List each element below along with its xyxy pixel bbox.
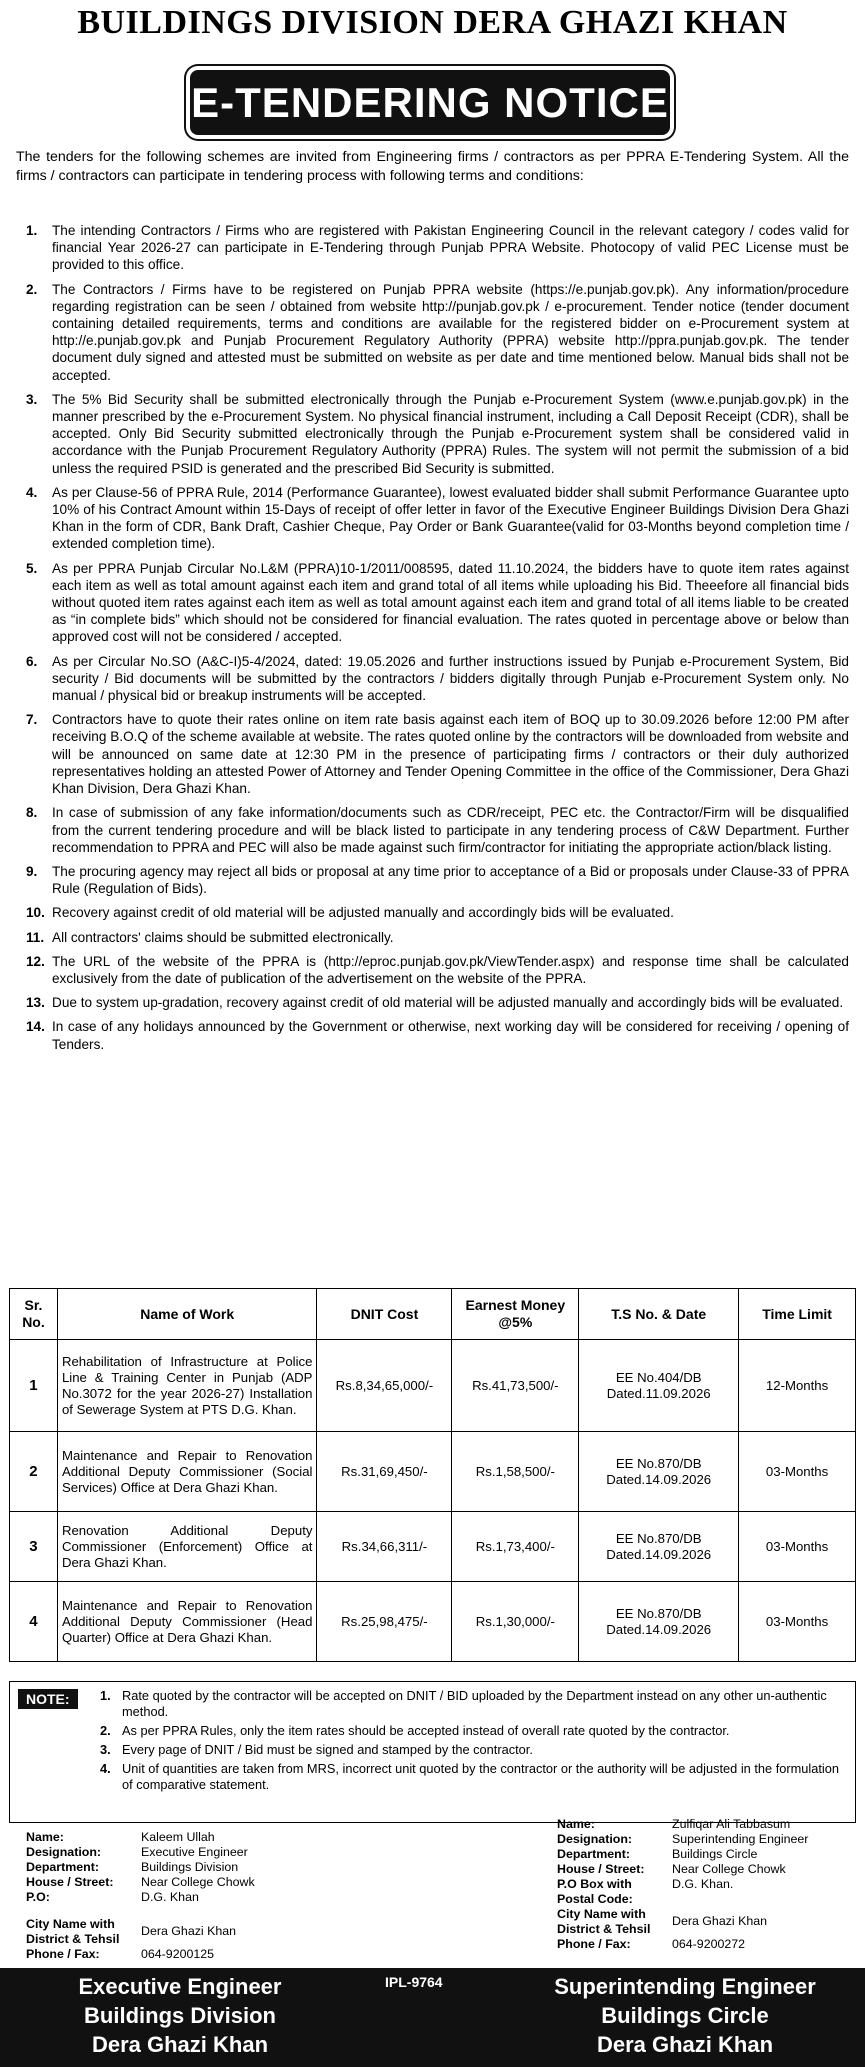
note-number: 1.	[100, 1688, 111, 1703]
term-text: The procuring agency may reject all bids or proposal at any time prior to acceptance of a Bid or proposals under Clause-33 of PPRA Rule (Regulation of Bids).	[52, 863, 849, 897]
cell-limit: 12-Months	[739, 1340, 856, 1432]
cell-ts: EE No.404/DB Dated.11.09.2026	[579, 1340, 739, 1432]
table-row	[10, 1512, 856, 1582]
note-item	[100, 1688, 840, 1720]
term-item	[16, 804, 849, 856]
contact-value: Near College Chowk	[672, 1862, 786, 1876]
term-text: Recovery against credit of old material will be adjusted manually and accordingly bids will be evaluated.	[52, 905, 674, 921]
footer-left-signatory	[60, 1972, 300, 2059]
term-text: The Contractors / Firms have to be registered on Punjab PPRA website (https://e.punjab.gov.pk). Any information/procedure regarding registration can be seen / obtained from website http://punjab.gov.pk / e-procurement. Tender notice (tender document containing detailed requirements, terms and conditions are available for the registered bidder on e-Procurement system at http://e.punjab.gov.pk and Punjab Procurement Regulatory Authority (PPRA) website http://ppra.punjab.gov.pk. The tender document duly signed and attested must be submitted on website as per date and time mentioned below. Manual bids shall not be accepted.	[52, 281, 849, 383]
contact-row	[557, 1862, 857, 1877]
term-item	[16, 560, 849, 646]
cell-ts: EE No.870/DB Dated.14.09.2026	[579, 1512, 739, 1582]
term-text: In case of submission of any fake information/documents such as CDR/receipt, PEC etc. the Contractor/Firm will be disqualified from the current tendering procedure and will be black listed to participate in any tendering process of C&W Department. Further recommendation to PPRA and PEC will also be made against such firm/contractor for initiating the appropriate action/black listing.	[52, 805, 849, 855]
term-number: 12.	[26, 953, 45, 969]
contact-key: Phone / Fax:	[26, 1947, 100, 1961]
term-text: As per PPRA Punjab Circular No.L&M (PPRA)10-1/2011/008595, dated 11.10.2024, the bidders have to quote item rates against each item as well as total amount against each item and grand total of all items while uploading his Bid. Theeefore all financial bids without quoted item rates against each item as well as total amount against each item and grand total of all items liable to be created as “in complete bids” which should not be considered for financial evaluation. The rates quoted in percentage above or below than approved cost will not be considered / accepted.	[52, 560, 849, 645]
note-number: 3.	[100, 1742, 111, 1757]
cell-money: Rs.41,73,500/-	[452, 1340, 579, 1432]
term-item	[16, 929, 849, 946]
cell-limit: 03-Months	[739, 1582, 856, 1662]
term-number: 10.	[26, 905, 45, 921]
contact-row	[26, 1860, 366, 1875]
contact-key: P.O Box with Postal Code:	[557, 1877, 633, 1906]
contact-row	[557, 1817, 857, 1832]
contact-key: P.O:	[26, 1890, 50, 1904]
footer-right-signatory	[545, 1972, 825, 2059]
table-row	[10, 1582, 856, 1662]
cell-sr: 4	[10, 1582, 58, 1662]
contact-row	[26, 1875, 366, 1890]
term-number: 8.	[26, 805, 38, 821]
contact-value: D.G. Khan.	[672, 1877, 734, 1891]
cell-money: Rs.1,58,500/-	[452, 1432, 579, 1512]
contact-row	[557, 1907, 857, 1937]
cell-money: Rs.1,30,000/-	[452, 1582, 579, 1662]
contact-key: Phone / Fax:	[557, 1937, 631, 1951]
note-list	[100, 1688, 840, 1796]
contact-value: Buildings Division	[141, 1860, 239, 1874]
col-time-limit: Time Limit	[739, 1289, 856, 1340]
cell-name: Maintenance and Repair to Renovation Additional Deputy Commissioner (Head Quarter) Office at Dera Ghazi Khan.	[57, 1582, 317, 1662]
works-table	[9, 1288, 856, 1662]
term-text: In case of any holidays announced by the Government or otherwise, next working day will be considered for receiving / opening of Tenders.	[52, 1019, 849, 1052]
term-number: 4.	[26, 484, 38, 500]
term-item	[16, 711, 849, 797]
cell-money: Rs.1,73,400/-	[452, 1512, 579, 1582]
term-item	[16, 391, 849, 477]
notice-banner: E-TENDERING NOTICE	[190, 70, 670, 135]
cell-name: Rehabilitation of Infrastructure at Police Line & Training Center in Punjab (ADP No.3072 for the year 2026-27) Installation of Sewerage System at PTS D.G. Khan.	[57, 1340, 317, 1432]
cell-name: Maintenance and Repair to Renovation Additional Deputy Commissioner (Social Services) Office at Dera Ghazi Khan.	[57, 1432, 317, 1512]
contact-value: Dera Ghazi Khan	[141, 1924, 237, 1938]
term-number: 14.	[26, 1019, 45, 1035]
contact-key: City Name with District & Tehsil	[557, 1907, 651, 1936]
contact-row	[26, 1845, 366, 1860]
table-row	[10, 1340, 856, 1432]
contact-right	[557, 1817, 857, 1952]
contact-value: Dera Ghazi Khan	[672, 1914, 768, 1928]
term-text: Contractors have to quote their rates online on item rate basis against each item of BOQ up to 30.09.2026 before 12:00 PM after receiving B.O.Q of the scheme available at website. The rates quoted online by the contractors will be downloaded from website and will be announced on same date at 12:30 PM in the presence of participating firms / contractors or their duly authorized representatives holding an attested Power of Attorney and Tender Opening Committee in the office of the Commissioner, Dera Ghazi Khan Division, Dera Ghazi Khan.	[52, 712, 849, 797]
col-dnit-cost: DNIT Cost	[317, 1289, 452, 1340]
contact-value: Superintending Engineer	[672, 1832, 809, 1846]
contact-row	[557, 1877, 857, 1907]
contact-value: Kaleem Ullah	[141, 1830, 215, 1844]
ipl-reference: IPL-9764	[385, 1974, 443, 1990]
note-text: Rate quoted by the contractor will be accepted on DNIT / BID uploaded by the Department instead on any other un-authentic method.	[122, 1688, 827, 1719]
note-number: 2.	[100, 1723, 111, 1738]
term-text: The intending Contractors / Firms who are registered with Pakistan Engineering Council in the relevant category / codes valid for financial Year 2026-27 can participate in E-Tendering through Punjab PPRA Website. Photocopy of valid PEC License must be provided to this office.	[52, 223, 849, 273]
contact-key: Designation:	[26, 1845, 102, 1859]
note-text: Every page of DNIT / Bid must be signed and stamped by the contractor.	[122, 1742, 533, 1757]
contact-value: 064-9200272	[672, 1937, 746, 1951]
contact-row	[557, 1832, 857, 1847]
col-ts-no-date: T.S No. & Date	[579, 1289, 739, 1340]
cell-sr: 2	[10, 1432, 58, 1512]
contact-row	[26, 1947, 366, 1962]
note-label: NOTE:	[18, 1689, 78, 1709]
term-text: The URL of the website of the PPRA is (http://eproc.punjab.gov.pk/ViewTender.aspx) and response time shall be calculated exclusively from the date of publication of the advertisement on the website of the PPRA.	[52, 953, 849, 986]
term-number: 1.	[26, 223, 38, 238]
contact-key: Name:	[26, 1830, 64, 1844]
cell-limit: 03-Months	[739, 1512, 856, 1582]
note-text: Unit of quantities are taken from MRS, incorrect unit quoted by the contractor or the authority will be adjusted in the formulation of comparative statement.	[122, 1761, 839, 1792]
table-header-row	[10, 1289, 856, 1340]
intro-paragraph: The tenders for the following schemes are invited from Engineering firms / contractors as per PPRA E-Tendering System. All the firms / contractors can participate in tendering process with following terms and conditions:	[16, 149, 849, 184]
footer-right-line2: Buildings Circle	[601, 2003, 769, 2028]
contact-value: 064-9200125	[141, 1947, 215, 1961]
contact-value: Buildings Circle	[672, 1847, 758, 1861]
contact-row	[557, 1937, 857, 1952]
cell-ts: EE No.870/DB Dated.14.09.2026	[579, 1432, 739, 1512]
contact-key: Department:	[557, 1847, 630, 1861]
term-number: 11.	[26, 929, 45, 945]
term-text: As per Circular No.SO (A&C-I)5-4/2024, dated: 19.05.2026 and further instructions issued by Punjab e-Procurement System, Bid security / Bid documents will be submitted by the contractors / bidders digitally through Punjab e-Procurement System only. No manual / physical bid or breakup instruments will be accepted.	[52, 653, 849, 704]
term-item	[16, 904, 849, 921]
note-item	[100, 1761, 840, 1793]
contact-key: City Name with District & Tehsil	[26, 1917, 120, 1946]
cell-limit: 03-Months	[739, 1432, 856, 1512]
term-number: 3.	[26, 391, 38, 407]
contact-row	[557, 1847, 857, 1862]
contact-key: Name:	[557, 1817, 595, 1831]
contact-value: Zulfiqar Ali Tabbasum	[672, 1817, 791, 1831]
footer-right-line3: Dera Ghazi Khan	[596, 2032, 774, 2057]
contact-key: House / Street:	[557, 1862, 645, 1876]
footer-left-line2: Buildings Division	[84, 2003, 276, 2028]
contact-left	[26, 1830, 366, 1962]
term-item	[16, 281, 849, 384]
contact-value: D.G. Khan	[141, 1890, 199, 1904]
note-item	[100, 1723, 840, 1739]
cell-cost: Rs.34,66,311/-	[317, 1512, 452, 1582]
term-text: As per Clause-56 of PPRA Rule, 2014 (Performance Guarantee), lowest evaluated bidder shall submit Performance Guarantee upto 10% of his Contract Amount within 15-Days of receipt of offer letter in favor of the Executive Engineer Buildings Division Dera Ghazi Khan in the form of CDR, Bank Draft, Cashier Cheque, Pay Order or Bank Guarantee(valid for 03-Months beyond completion time / extended completion time).	[52, 484, 849, 552]
term-number: 2.	[26, 281, 38, 297]
note-number: 4.	[100, 1761, 111, 1776]
contact-row	[26, 1917, 366, 1947]
division-title: BUILDINGS DIVISION DERA GHAZI KHAN	[77, 4, 788, 41]
contact-row	[26, 1830, 366, 1845]
contact-key: House / Street:	[26, 1875, 114, 1889]
contact-value: Near College Chowk	[141, 1875, 255, 1889]
term-text: Due to system up-gradation, recovery against credit of old material will be adjusted manually and accordingly bids will be evaluated.	[52, 995, 844, 1011]
term-item	[16, 953, 849, 987]
terms-list	[16, 222, 849, 1060]
term-number: 6.	[26, 653, 38, 669]
term-number: 5.	[26, 560, 38, 576]
footer-left-line1: Executive Engineer	[78, 1974, 282, 1999]
col-sr-no: Sr. No.	[10, 1289, 58, 1340]
term-number: 13.	[26, 995, 45, 1011]
cell-ts: EE No.870/DB Dated.14.09.2026	[579, 1582, 739, 1662]
col-name-of-work: Name of Work	[57, 1289, 317, 1340]
contact-row	[26, 1890, 366, 1905]
contact-key: Department:	[26, 1860, 99, 1874]
term-number: 9.	[26, 863, 38, 879]
term-text: All contractors' claims should be submitted electronically.	[52, 929, 394, 945]
term-item	[16, 222, 849, 274]
term-number: 7.	[26, 712, 38, 728]
footer-left-line3: Dera Ghazi Khan	[91, 2032, 269, 2057]
footer-band	[0, 1968, 865, 2067]
term-text: The 5% Bid Security shall be submitted electronically through the Punjab e-Procurement System (www.e.punjab.gov.pk) in the manner prescribed by the e-Procurement System. No physical financial instrument, including a Call Deposit Receipt (CDR), shall be accepted. Only Bid Security submitted electronically through the Punjab e-Procurement system shall be considered valid in accordance with the Punjab Procurement Regulatory Authority (PPRA) Rules. The system will not permit the submission of a bid unless the required PSID is generated and the prescribed Bid Security is submitted.	[52, 391, 849, 476]
note-text: As per PPRA Rules, only the item rates should be accepted instead of overall rate quoted by the contractor.	[122, 1723, 730, 1738]
footer-right-line1: Superintending Engineer	[554, 1974, 816, 1999]
contact-key: Designation:	[557, 1832, 633, 1846]
table-row	[10, 1432, 856, 1512]
cell-cost: Rs.31,69,450/-	[317, 1432, 452, 1512]
term-item	[16, 1018, 849, 1052]
cell-sr: 3	[10, 1512, 58, 1582]
cell-name: Renovation Additional Deputy Commissioner (Enforcement) Office at Dera Ghazi Khan.	[57, 1512, 317, 1582]
cell-cost: Rs.8,34,65,000/-	[317, 1340, 452, 1432]
term-item	[16, 994, 849, 1011]
note-item	[100, 1742, 840, 1758]
cell-sr: 1	[10, 1340, 58, 1432]
term-item	[16, 863, 849, 897]
term-item	[16, 484, 849, 553]
cell-cost: Rs.25,98,475/-	[317, 1582, 452, 1662]
notes-box	[9, 1681, 856, 1823]
contact-value: Executive Engineer	[141, 1845, 248, 1859]
col-earnest-money: Earnest Money @5%	[452, 1289, 579, 1340]
term-item	[16, 653, 849, 705]
